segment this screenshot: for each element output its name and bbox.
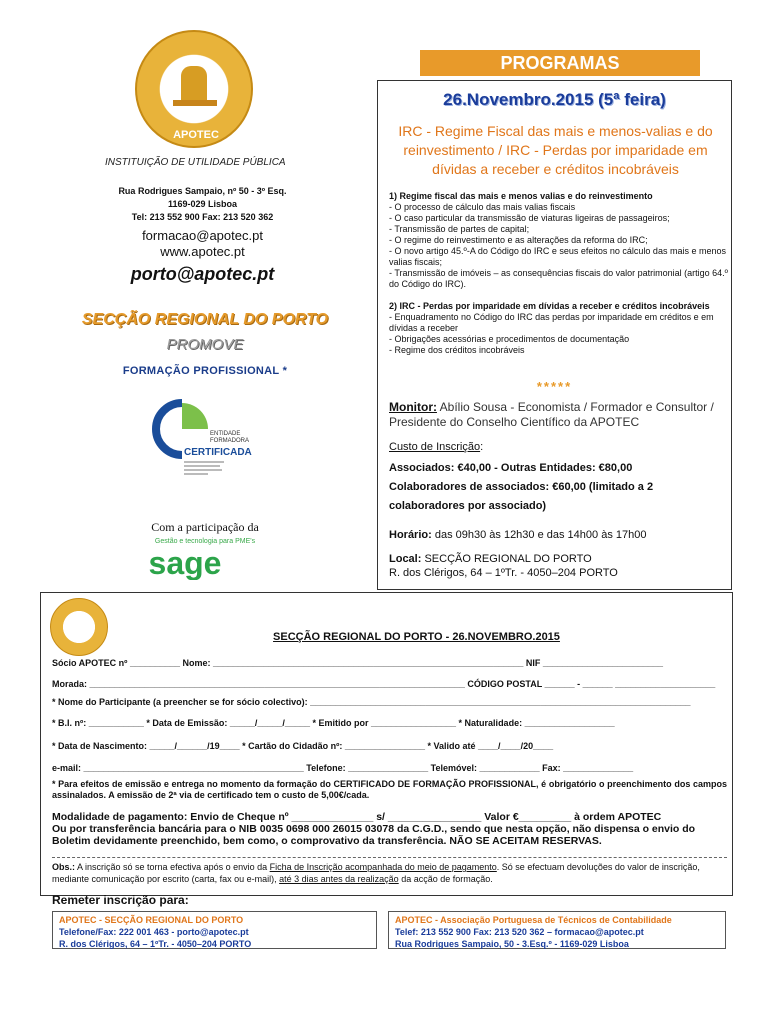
seccao-heading: SECÇÃO REGIONAL DO PORTO xyxy=(81,311,329,328)
cert-line2: FORMADORA xyxy=(210,438,249,444)
formacao-email[interactable]: formacao@apotec.pt xyxy=(142,228,263,243)
horario-text: das 09h30 às 12h30 e das 14h00 às 17h00 xyxy=(431,529,647,541)
form-row-socio[interactable]: Sócio APOTEC nº __________ Nome: ______________________________________________________________ NIF ________________________ xyxy=(52,658,663,668)
monitor-info xyxy=(389,400,729,430)
section1-item: - O caso particular da transmissão de viaturas ligeiras de passageiros; xyxy=(389,213,670,223)
form-row-contacts[interactable]: e-mail: ____________________________________________ Telefone: ________________ Telemóvel: ____________ Fax: ______________ xyxy=(52,763,634,773)
lisbon-address xyxy=(110,185,295,224)
star-divider: ***** xyxy=(536,379,573,394)
price-colaboradores: Colaboradores de associados: €60,00 (limitado a 2 colaboradores por associado) xyxy=(389,481,654,512)
prices xyxy=(389,459,729,516)
form-row-bi[interactable]: * B.I. nº: ___________ * Data de Emissão: _____/_____/_____ * Emitido por _________________ * Naturalidade: __________________ xyxy=(52,718,615,728)
form-title xyxy=(40,631,733,643)
lisbon-street: Rua Rodrigues Sampaio, 50 - 3.Esq.º - 1169-029 Lisboa xyxy=(395,939,629,949)
local-text: SECÇÃO REGIONAL DO PORTO xyxy=(421,553,592,565)
payment-modality xyxy=(52,811,727,847)
form-title-text: SECÇÃO REGIONAL DO PORTO - 26.NOVEMBRO.2015 xyxy=(273,631,560,643)
course-date: 26.Novembro.2015 (5ª feira) xyxy=(443,90,666,109)
porto-email[interactable]: porto@apotec.pt xyxy=(130,264,275,284)
local-label: Local: xyxy=(389,553,422,565)
participation-label: Com a participação da xyxy=(151,520,259,534)
section1-item: - O regime do reinvestimento e as alterações da reforma do IRC; xyxy=(389,235,648,245)
sage-logo xyxy=(130,548,240,580)
local-line2: R. dos Clérigos, 64 – 1ºTr. - 4050–204 PORTO xyxy=(389,567,618,579)
cert-line1: ENTIDADE xyxy=(210,431,241,437)
formacao-heading: FORMAÇÃO PROFISSIONAL * xyxy=(122,365,288,377)
section1-item: - Transmissão de imóveis – as consequências fiscais do valor patrimonial (artigo 64.º do Código do IRC). xyxy=(389,268,728,289)
form-row-participante[interactable]: * Nome do Participante (a preencher se for sócio colectivo): ____________________________________________________________________________ xyxy=(52,697,691,707)
custo-heading xyxy=(389,441,483,453)
porto-address-box xyxy=(52,911,377,949)
contact-links xyxy=(110,228,295,260)
section2-item: - Obrigações acessórias e procedimentos de documentação xyxy=(389,334,630,344)
address-line3: Tel: 213 552 900 Fax: 213 520 362 xyxy=(131,212,274,222)
apotec-logo xyxy=(135,30,253,148)
address-line1: Rua Rodrigues Sampaio, nº 50 - 3º Esq. xyxy=(118,186,287,196)
obs-underline-1: Ficha de Inscrição acompanhada do meio de pagamento xyxy=(269,862,497,872)
address-line2: 1169-029 Lisboa xyxy=(167,199,238,209)
certificate-note: * Para efeitos de emissão e entrega no momento da formação do CERTIFICADO DE FORMAÇÃO PROFISSIONAL, é obrigatório o preenchimento dos campos assinalados. A emissão de 2ª via de certificado tem o custo de 5,00€/cada. xyxy=(52,779,727,800)
section1-item: - O processo de cálculo das mais valias fiscais xyxy=(389,202,576,212)
logo-ring xyxy=(137,32,255,150)
website-link[interactable]: www.apotec.pt xyxy=(160,244,245,259)
lisbon-org: APOTEC - Associação Portuguesa de Técnicos de Contabilidade xyxy=(395,915,672,925)
sage-wordmark: sage xyxy=(148,548,222,580)
sage-tagline: Gestão e tecnologia para PME's xyxy=(154,538,256,545)
payment-cheque[interactable]: Modalidade de pagamento: Envio de Cheque nº ______________ s/ ________________ Valor €_________ à ordem APOTEC xyxy=(52,811,662,823)
certified-entity-logo xyxy=(150,395,260,485)
section2-item: - Enquadramento no Código do IRC das perdas por imparidade em créditos e em dívidas a receber xyxy=(389,312,714,333)
location xyxy=(389,552,729,580)
course-title: IRC - Regime Fiscal das mais e menos-valias e do reinvestimento / IRC - Perdas por imparidade em dívidas a receber e créditos incobráveis xyxy=(398,123,713,177)
obs-text-3: da acção de formação. xyxy=(398,874,493,884)
lisbon-phone: Telef: 213 552 900 Fax: 213 520 362 – formacao@apotec.pt xyxy=(395,927,644,937)
obs-underline-2: até 3 dias antes da realização xyxy=(279,874,399,884)
send-to-heading: Remeter inscrição para: xyxy=(52,893,189,907)
custo-colon: : xyxy=(480,441,484,453)
section1-item: - O novo artigo 45.º-A do Código do IRC e seus efeitos no cálculo das mais e menos valias fiscais; xyxy=(389,246,726,267)
obs-label: Obs.: xyxy=(52,862,76,872)
obs-text-2: . Só se efectuam devoluções do valor de inscrição, mediante comunicação por escrito (carta, fax ou e-mail), xyxy=(52,862,700,884)
porto-phone: Telefone/Fax: 222 001 463 - porto@apotec.pt xyxy=(59,927,249,937)
form-row-morada[interactable]: Morada: ___________________________________________________________________________ CÓDIGO POSTAL ______ - ______ ____________________ xyxy=(52,679,716,689)
promove-heading: PROMOVE xyxy=(166,336,244,353)
lisbon-address-box xyxy=(388,911,726,949)
cert-line3: CERTIFICADA xyxy=(184,447,252,458)
price-associados: Associados: €40,00 - Outras Entidades: €80,00 xyxy=(389,462,633,474)
form-row-nascimento[interactable]: * Data de Nascimento: _____/______/19____ * Cartão do Cidadão nº: ________________ * Valido até ____/____/20____ xyxy=(52,741,554,751)
section1-title: 1) Regime fiscal das mais e menos valias e do reinvestimento xyxy=(389,191,653,201)
monitor-label: Monitor: xyxy=(389,400,437,414)
observations xyxy=(52,861,727,885)
separator xyxy=(52,857,727,858)
monitor-text: Abílio Sousa - Economista / Formador e Consultor / Presidente do Conselho Científico da APOTEC xyxy=(389,400,714,429)
institution-label: INSTITUIÇÃO DE UTILIDADE PÚBLICA xyxy=(105,157,286,168)
apotec-small-logo xyxy=(50,598,108,656)
logo-text: APOTEC xyxy=(173,129,219,141)
payment-transfer: Ou por transferência bancária para o NIB 0035 0698 000 26015 03078 da C.G.D., sendo que nesta opção, não dispensa o envio do Boletim devidamente preenchido, bem como, o comprovativo da transferência. NÃO SE ACEITAM RESERVAS. xyxy=(52,823,696,847)
schedule xyxy=(389,529,646,541)
section2-title: 2) IRC - Perdas por imparidade em dívidas a receber e créditos incobráveis xyxy=(389,301,710,311)
porto-street: R. dos Clérigos, 64 – 1ºTr. - 4050–204 PORTO xyxy=(59,939,252,949)
programas-banner: PROGRAMAS xyxy=(420,50,700,76)
horario-label: Horário: xyxy=(389,529,432,541)
porto-org: APOTEC - SECÇÃO REGIONAL DO PORTO xyxy=(59,915,244,925)
topics-list xyxy=(389,191,729,356)
section1-item: - Transmissão de partes de capital; xyxy=(389,224,530,234)
section2-item: - Regime dos créditos incobráveis xyxy=(389,345,525,355)
custo-label: Custo de Inscrição xyxy=(389,441,481,453)
obs-text-1: A inscrição só se torna efectiva após o envio da xyxy=(75,862,270,872)
